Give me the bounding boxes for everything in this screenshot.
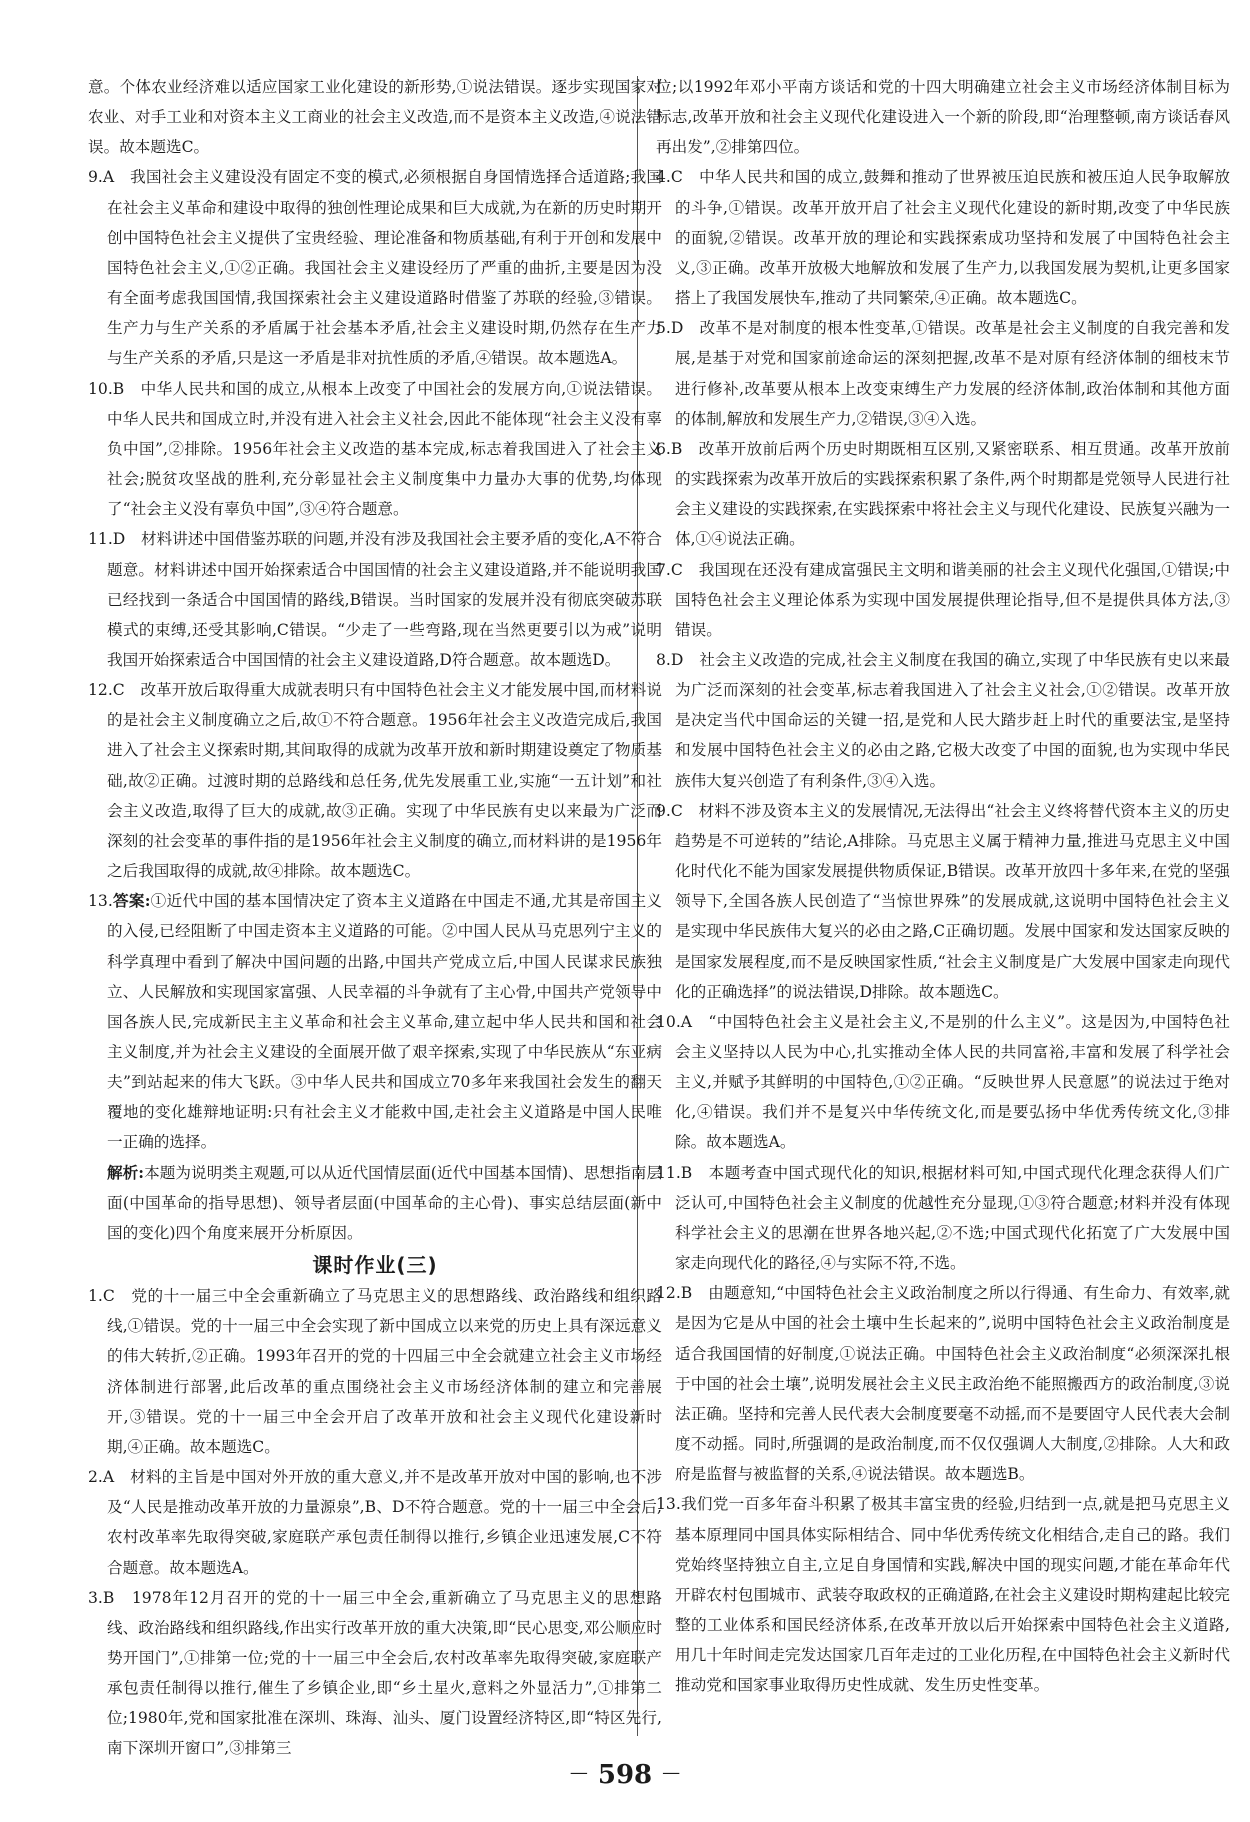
answer-item-12: 12.B 由题意知,“中国特色社会主义政治制度之所以行得通、有生命力、有效率,就是因为它是从中国的社会土壤中生长起来的”,说明中国特色社会主义政治制度是适合我国国情的好制度,①说法正确。中国特色社会主义政治制度“必须深深扎根于中国的社会土壤”,说明发展社会主义民主政治绝不能照搬西方的政治制度,③说法正确。坚持和完善人民代表大会制度要毫不动摇,而不是要固守人民代表大会制度不动摇。同时,所强调的是政治制度,而不仅仅强调人大制度,②排除。人大和政府是监督与被监督的关系,④说法错误。故本题选B。 — [656, 1284, 1230, 1484]
analysis-item-13 — [88, 1158, 662, 1248]
paragraph-continuation: 位;以1992年邓小平南方谈话和党的十四大明确建立社会主义市场经济体制目标为标志,改革开放和社会主义现代化建设进入一个新的阶段,即“治理整顿,南方谈话春风再出发”,②排第四位。 — [656, 78, 1230, 157]
answer-item-9: 9.A 我国社会主义建设没有固定不变的模式,必须根据自身国情选择合适道路;我国在社会主义革命和建设中取得的独创性理论成果和巨大成就,为在新的历史时期开创中国特色社会主义提供了宝贵经验、理论准备和物质基础,有利于开创和发展中国特色社会主义,①②正确。我国社会主义建设经历了严重的曲折,主要是因为没有全面考虑我国国情,我国探索社会主义建设道路时借鉴了苏联的经验,③错误。生产力与生产关系的矛盾属于社会基本矛盾,社会主义建设时期,仍然存在生产力与生产关系的矛盾,只是这一矛盾是非对抗性质的矛盾,④错误。故本题选A。 — [88, 168, 662, 368]
answer-item-10: 10.B 中华人民共和国的成立,从根本上改变了中国社会的发展方向,①说法错误。中华人民共和国成立时,并没有进入社会主义社会,因此不能体现“社会主义没有辜负中国”,②排除。1956年社会主义改造的基本完成,标志着我国进入了社会主义社会;脱贫攻坚战的胜利,充分彰显社会主义制度集中力量办大事的优势,均体现了“社会主义没有辜负中国”,③④符合题意。 — [88, 379, 662, 519]
answer-item-13 — [88, 886, 662, 1157]
footer-dash-left: — — [569, 1762, 588, 1783]
paragraph-continuation: 意。个体农业经济难以适应国家工业化建设的新形势,①说法错误。逐步实现国家对农业、对手工业和对资本主义工商业的社会主义改造,而不是资本主义改造,④说法错误。故本题选C。 — [88, 78, 662, 157]
answer-item-3: 3.B 1978年12月召开的党的十一届三中全会,重新确立了马克思主义的思想路线、政治路线和组织路线,作出实行改革开放的重大决策,即“民心思变,邓公顺应时势开国门”,①排第一位;党的十一届三中全会后,农村改革率先取得突破,家庭联产承包责任制得以推行,催生了乡镇企业,即“乡土星火,意料之外显活力”,①排第二位;1980年,党和国家批准在深圳、珠海、汕头、厦门设置经济特区,即“特区先行,南下深圳开窗口”,③排第三 — [88, 1588, 662, 1758]
left-column — [88, 72, 662, 1764]
right-column — [656, 72, 1230, 1700]
answer-text: ①近代中国的基本国情决定了资本主义道路在中国走不通,尤其是帝国主义的入侵,已经阻断了中国走资本主义道路的可能。②中国人民从马克思列宁主义的科学真理中看到了解决中国问题的出路,中国共产党成立后,中国人民谋求民族独立、人民解放和实现国家富强、人民幸福的斗争就有了主心骨,中国共产党领导中国各族人民,完成新民主主义革命和社会主义革命,建立起中华人民共和国和社会主义制度,并为社会主义建设的全面展开做了艰辛探索,实现了中华民族从“东亚病夫”到站起来的伟大飞跃。③中华人民共和国成立70多年来我国社会发生的翻天覆地的变化雄辩地证明:只有社会主义才能救中国,走社会主义道路是中国人民唯一正确的选择。 — [107, 892, 662, 1152]
section-heading: 课时作业(三) — [312, 1253, 438, 1278]
answer-item-5: 5.D 改革不是对制度的根本性变革,①错误。改革是社会主义制度的自我完善和发展,是基于对党和国家前途命运的深刻把握,改革不是对原有经济体制的细枝末节进行修补,改革要从根本上改变束缚生产力发展的经济体制,政治体制和其他方面的体制,解放和发展生产力,②错误,③④入选。 — [656, 319, 1230, 428]
answer-item-11: 11.B 本题考查中国式现代化的知识,根据材料可知,中国式现代化理念获得人们广泛认可,中国特色社会主义制度的优越性充分显现,①③符合题意;材料并没有体现科学社会主义的思潮在世界各地兴起,②不选;中国式现代化拓宽了广大发展中国家走向现代化的路径,④与实际不符,不选。 — [656, 1163, 1230, 1273]
answer-item-2: 2.A 材料的主旨是中国对外开放的重大意义,并不是改革开放对中国的影响,也不涉及“人民是推动改革开放的力量源泉”,B、D不符合题意。党的十一届三中全会后,农村改革率先取得突破,家庭联产承包责任制得以推行,乡镇企业迅速发展,C不符合题意。故本题选A。 — [88, 1468, 662, 1577]
analysis-text: 本题为说明类主观题,可以从近代国情层面(近代中国基本国情)、思想指南层面(中国革命的指导思想)、领导者层面(中国革命的主心骨)、事实总结层面(新中国的变化)四个角度来展开分析原因。 — [107, 1163, 663, 1242]
item-number: 13. — [88, 892, 113, 911]
answer-item-7: 7.C 我国现在还没有建成富强民主文明和谐美丽的社会主义现代化强国,①错误;中国特色社会主义理论体系为实现中国发展提供理论指导,但不是提供具体方法,③错误。 — [656, 560, 1230, 639]
answer-item-4: 4.C 中华人民共和国的成立,鼓舞和推动了世界被压迫民族和被压迫人民争取解放的斗争,①错误。改革开放开启了社会主义现代化建设的新时期,改变了中华民族的面貌,②错误。改革开放的理论和实践探索成功坚持和发展了中国特色社会主义,③正确。改革开放极大地解放和发展了生产力,以我国发展为契机,让更多国家搭上了我国发展快车,推动了共同繁荣,④正确。故本题选C。 — [656, 168, 1230, 308]
footer-dash-right: — — [662, 1762, 681, 1783]
answer-item-11: 11.D 材料讲述中国借鉴苏联的问题,并没有涉及我国社会主要矛盾的变化,A不符合题意。材料讲述中国开始探索适合中国国情的社会主义建设道路,并不能说明我国已经找到一条适合中国国情的路线,B错误。当时国家的发展并没有彻底突破苏联模式的束缚,还受其影响,C错误。“少走了一些弯路,现在当然更要引以为戒”说明我国开始探索适合中国国情的社会主义建设道路,D符合题意。故本题选D。 — [88, 530, 662, 669]
answer-item-8: 8.D 社会主义改造的完成,社会主义制度在我国的确立,实现了中华民族有史以来最为广泛而深刻的社会变革,标志着我国进入了社会主义社会,①②错误。改革开放是决定当代中国命运的关键一招,是党和人民大踏步赶上时代的重要法宝,是坚持和发展中国特色社会主义的必由之路,它极大改变了中国的面貌,也为实现中华民族伟大复兴创造了有利条件,③④入选。 — [656, 650, 1230, 790]
answer-item-6: 6.B 改革开放前后两个历史时期既相互区别,又紧密联系、相互贯通。改革开放前的实践探索为改革开放后的实践探索积累了条件,两个时期都是党领导人民进行社会主义建设的实践探索,在实践探索中将社会主义与现代化建设、民族复兴融为一体,①④说法正确。 — [656, 439, 1230, 549]
answer-item-10: 10.A “中国特色社会主义是社会主义,不是别的什么主义”。这是因为,中国特色社会主义坚持以人民为中心,扎实推动全体人民的共同富裕,丰富和发展了科学社会主义,并赋予其鲜明的中国特色,①②正确。“反映世界人民意愿”的说法过于绝对化,④错误。我们并不是复兴中华传统文化,而是要弘扬中华优秀传统文化,③排除。故本题选A。 — [656, 1012, 1230, 1152]
answer-label: 答案: — [112, 891, 151, 911]
page-footer — [0, 1760, 1250, 1790]
answer-item-1: 1.C 党的十一届三中全会重新确立了马克思主义的思想路线、政治路线和组织路线,①错误。党的十一届三中全会实现了新中国成立以来党的历史上具有深远意义的伟大转折,②正确。1993年召开的党的十四届三中全会就建立社会主义市场经济体制进行部署,此后改革的重点围绕社会主义市场经济体制的建立和完善展开,③错误。党的十一届三中全会开启了改革开放和社会主义现代化建设新时期,④正确。故本题选C。 — [88, 1287, 662, 1456]
answer-item-9: 9.C 材料不涉及资本主义的发展情况,无法得出“社会主义终将替代资本主义的历史趋势是不可逆转的”结论,A排除。马克思主义属于精神力量,推进马克思主义中国化时代化不能为国家发展提供物质保证,B错误。改革开放四十多年来,在党的坚强领导下,全国各族人民创造了“当惊世界殊”的发展成就,这说明中国特色社会主义是实现中华民族伟大复兴的必由之路,C正确切题。发展中国家和发达国家反映的是国家发展程度,而不是反映国家性质,“社会主义制度是广大发展中国家走向现代化的正确选择”的说法错误,D排除。故本题选C。 — [656, 801, 1230, 1001]
analysis-label: 解析: — [107, 1162, 145, 1182]
page-number: 598 — [597, 1760, 653, 1790]
answer-item-12: 12.C 改革开放后取得重大成就表明只有中国特色社会主义才能发展中国,而材料说的是社会主义制度确立之后,故①不符合题意。1956年社会主义改造完成后,我国进入了社会主义探索时期,其间取得的成就为改革开放和新时期建设奠定了物质基础,故②正确。过渡时期的总路线和总任务,优先发展重工业,实施“一五计划”和社会主义改造,取得了巨大的成就,故③正确。实现了中华民族有史以来最为广泛而深刻的社会变革的事件指的是1956年社会主义制度的确立,而材料讲的是1956年之后我国取得的成就,故④排除。故本题选C。 — [88, 681, 662, 881]
answer-item-13: 13.我们党一百多年奋斗积累了极其丰富宝贵的经验,归结到一点,就是把马克思主义基本原理同中国具体实际相结合、同中华优秀传统文化相结合,走自己的路。我们党始终坚持独立自主,立足自身国情和实践,解决中国的现实问题,才能在革命年代开辟农村包围城市、武装夺取政权的正确道路,在社会主义建设时期构建起比较完整的工业体系和国民经济体系,在改革开放以后开始探索中国特色社会主义道路,用几十年时间走完发达国家几百年走过的工业化历程,在中国特色社会主义新时代推动党和国家事业取得历史性成就、发生历史性变革。 — [656, 1495, 1230, 1695]
